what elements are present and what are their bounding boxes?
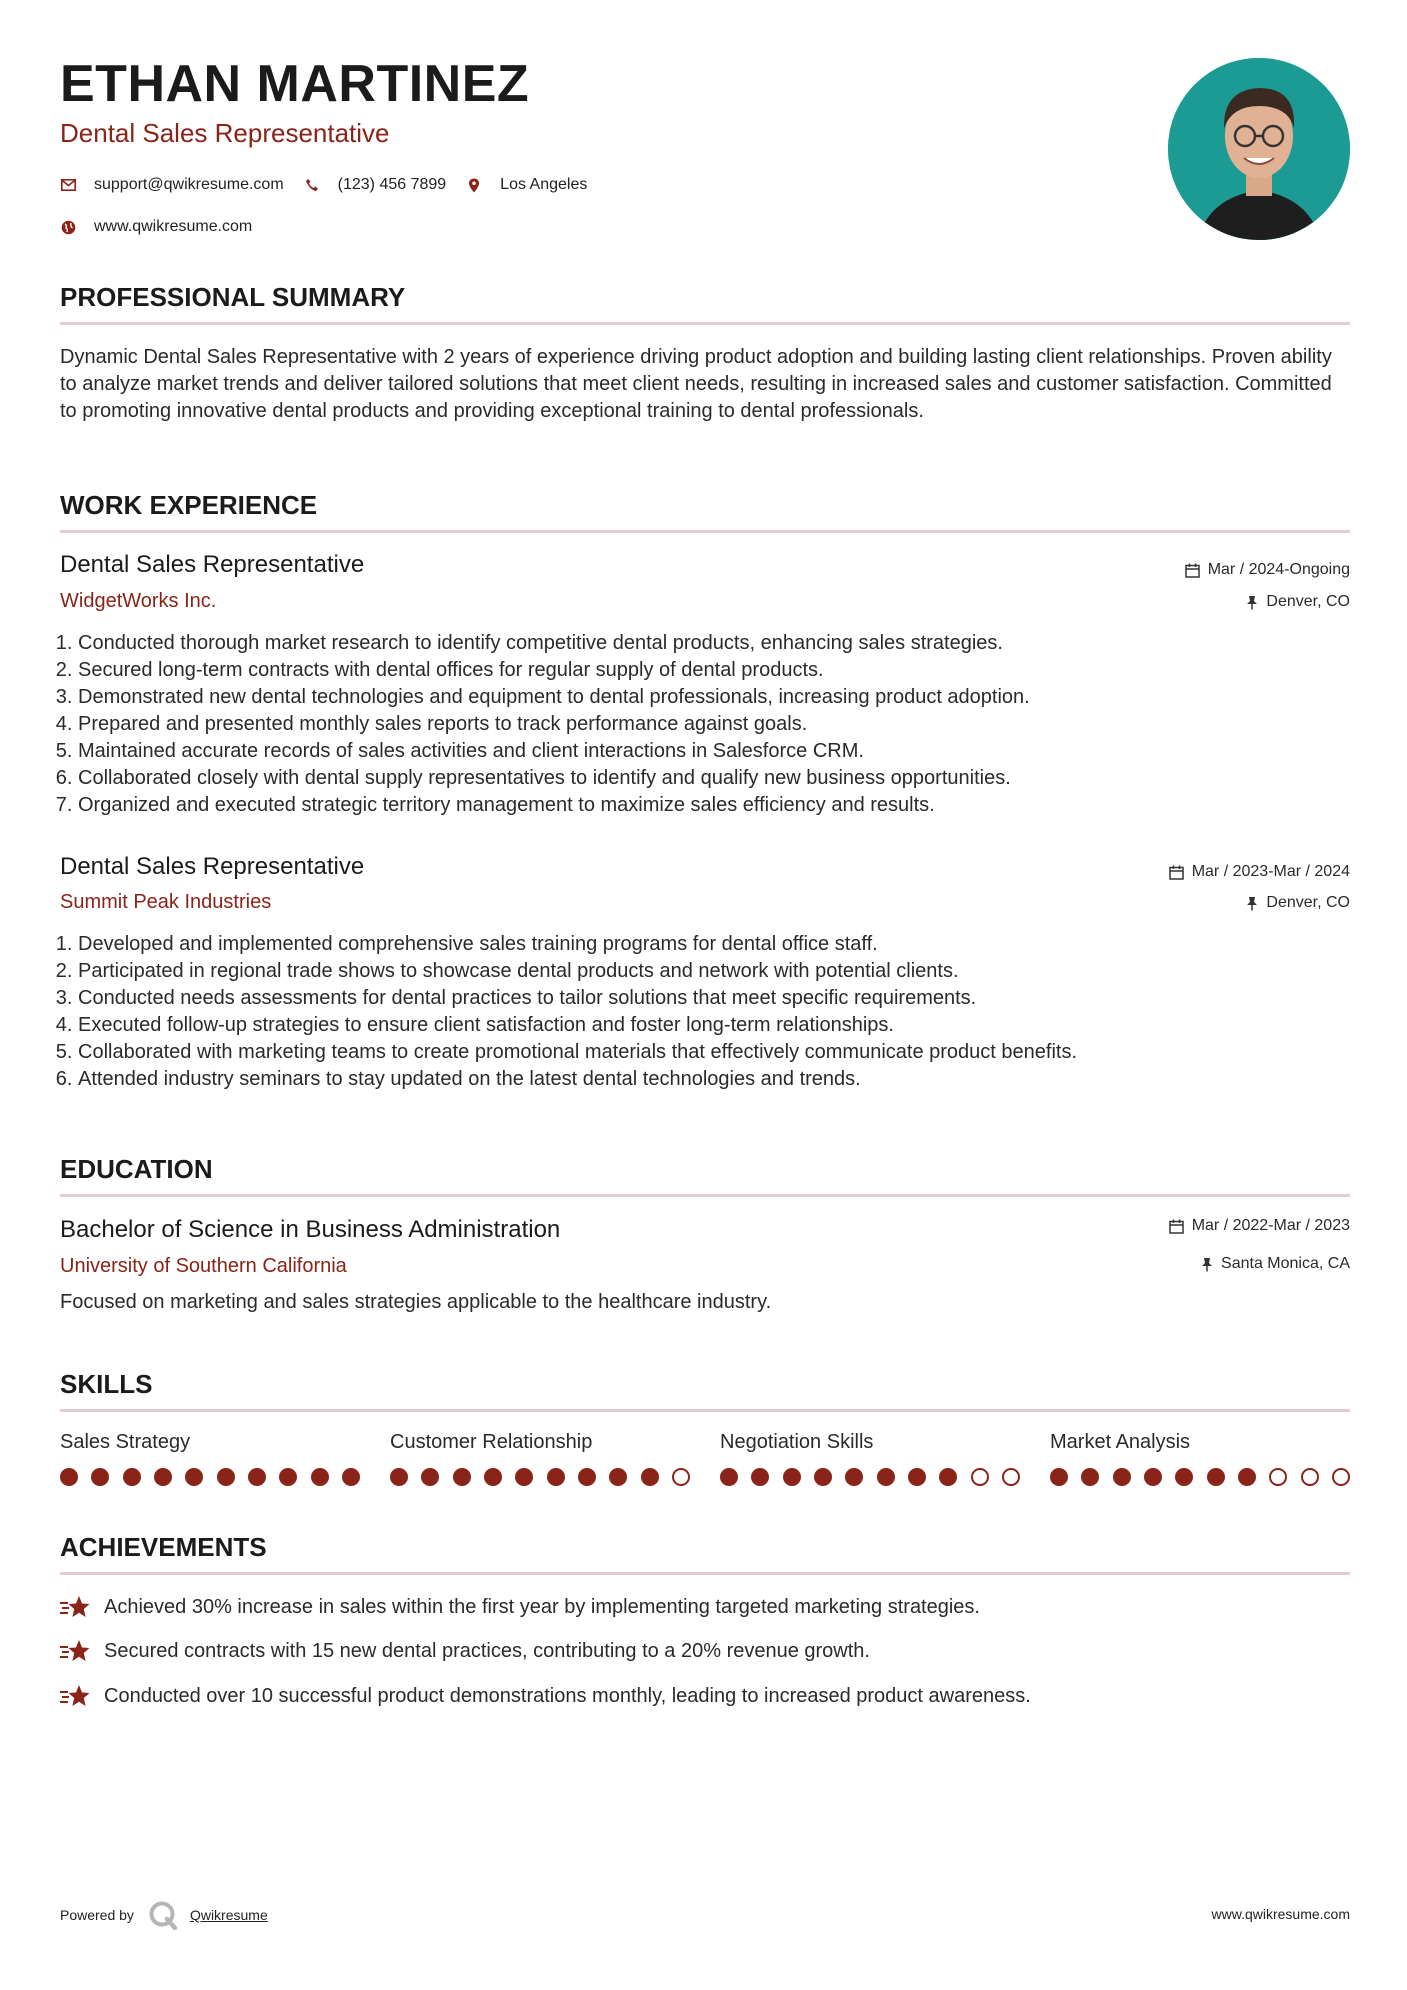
list-item: 2. Participated in regional trade shows to showcase dental products and network with potential clients.: [78, 958, 1348, 985]
rating-dot-filled: [939, 1468, 957, 1486]
rating-dot-filled: [751, 1468, 769, 1486]
location-pin-icon: [466, 177, 482, 193]
achievement-text: Conducted over 10 successful product demonstrations monthly, leading to increased product awareness.: [104, 1684, 1031, 1707]
list-item: 5. Maintained accurate records of sales activities and client interactions in Salesforce CRM.: [78, 738, 1348, 765]
rating-dot-filled: [547, 1468, 565, 1486]
profile-photo: [1168, 58, 1350, 240]
star-icon: [60, 1638, 90, 1664]
rating-dot-filled: [814, 1468, 832, 1486]
list-item: 6. Collaborated closely with dental supply representatives to identify and qualify new business opportunities.: [78, 765, 1348, 792]
pushpin-icon: [1201, 1257, 1213, 1272]
contact-row-secondary: [60, 218, 272, 236]
summary-text: Dynamic Dental Sales Representative with 2 years of experience driving product adoption and building lasting client relationships. Proven ability to analyze market trends and deliver tailored solutions that meet client needs, resulting in increased sales and customer satisfaction. Committed to promoting innovative dental products and providing exceptional training to dental professionals.: [60, 346, 1332, 422]
calendar-icon: [1169, 1219, 1184, 1234]
rating-dot-filled: [783, 1468, 801, 1486]
skill-rating: [720, 1468, 1020, 1486]
rating-dot-filled: [720, 1468, 738, 1486]
pushpin-icon: [1246, 595, 1258, 610]
education-location: [1201, 1256, 1350, 1272]
skill-item: [60, 1432, 360, 1486]
skills-heading: SKILLS: [60, 1369, 153, 1399]
contact-row-primary: [60, 176, 607, 194]
email-icon: [60, 177, 76, 193]
skill-item: [390, 1432, 690, 1486]
achievement-text: Secured contracts with 15 new dental practices, contributing to a 20% revenue growth.: [104, 1639, 870, 1662]
section-divider: [60, 322, 1350, 325]
calendar-icon: [1169, 865, 1184, 880]
section-divider: [60, 1572, 1350, 1575]
footer-website[interactable]: www.qwikresume.com: [1211, 1906, 1350, 1922]
rating-dot-empty: [1002, 1468, 1020, 1486]
job-location: [1246, 594, 1350, 610]
skill-rating: [60, 1468, 360, 1486]
website-text[interactable]: www.qwikresume.com: [94, 218, 253, 235]
list-item: 2. Secured long-term contracts with dental offices for regular supply of dental products.: [78, 657, 1348, 684]
rating-dot-filled: [641, 1468, 659, 1486]
resume-page: [60, 0, 1350, 1990]
location-text: Los Angeles: [500, 176, 588, 193]
skill-item: [1050, 1432, 1350, 1486]
summary-heading: PROFESSIONAL SUMMARY: [60, 282, 406, 312]
degree-title: Bachelor of Science in Business Administration: [60, 1216, 561, 1243]
email-text[interactable]: support@qwikresume.com: [94, 176, 284, 193]
company-name: WidgetWorks Inc.: [60, 590, 217, 612]
job-responsibilities: [60, 931, 1348, 1093]
achievements-heading: ACHIEVEMENTS: [60, 1532, 267, 1562]
globe-icon: [60, 219, 76, 235]
job-dates-text: Mar / 2024-Ongoing: [1207, 561, 1350, 578]
list-item: 1. Developed and implemented comprehensive sales training programs for dental office staff.: [78, 931, 1348, 958]
pushpin-icon: [1246, 896, 1258, 911]
calendar-icon: [1185, 563, 1200, 578]
powered-by-label: Powered by: [60, 1907, 134, 1923]
achievement-item: [60, 1683, 1031, 1709]
rating-dot-filled: [1144, 1468, 1162, 1486]
rating-dot-filled: [311, 1468, 329, 1486]
rating-dot-filled: [217, 1468, 235, 1486]
rating-dot-filled: [342, 1468, 360, 1486]
school-name: University of Southern California: [60, 1255, 347, 1277]
phone-text: (123) 456 7899: [337, 176, 447, 193]
skill-label: Negotiation Skills: [720, 1431, 874, 1453]
job-dates: [1185, 562, 1350, 578]
star-icon: [60, 1683, 90, 1709]
rating-dot-empty: [1269, 1468, 1287, 1486]
achievement-item: [60, 1638, 870, 1664]
rating-dot-filled: [845, 1468, 863, 1486]
rating-dot-empty: [1301, 1468, 1319, 1486]
education-heading: EDUCATION: [60, 1154, 213, 1184]
rating-dot-filled: [1081, 1468, 1099, 1486]
job-title: Dental Sales Representative: [60, 551, 365, 578]
job-location-text: Denver, CO: [1266, 593, 1350, 610]
rating-dot-filled: [877, 1468, 895, 1486]
skill-item: [720, 1432, 1020, 1486]
rating-dot-filled: [908, 1468, 926, 1486]
rating-dot-filled: [390, 1468, 408, 1486]
list-item: 3. Demonstrated new dental technologies and equipment to dental professionals, increasing product adoption.: [78, 684, 1348, 711]
achievement-text: Achieved 30% increase in sales within the first year by implementing targeted marketing strategies.: [104, 1595, 980, 1618]
education-location-text: Santa Monica, CA: [1221, 1255, 1350, 1272]
section-divider: [60, 530, 1350, 533]
rating-dot-filled: [248, 1468, 266, 1486]
skill-rating: [390, 1468, 690, 1486]
rating-dot-filled: [91, 1468, 109, 1486]
rating-dot-filled: [1175, 1468, 1193, 1486]
education-dates: [1169, 1218, 1350, 1234]
skill-label: Customer Relationship: [390, 1431, 593, 1453]
star-icon: [60, 1594, 90, 1620]
rating-dot-filled: [185, 1468, 203, 1486]
skill-label: Sales Strategy: [60, 1431, 191, 1453]
rating-dot-filled: [1207, 1468, 1225, 1486]
rating-dot-filled: [1050, 1468, 1068, 1486]
rating-dot-filled: [578, 1468, 596, 1486]
section-divider: [60, 1194, 1350, 1197]
list-item: 5. Collaborated with marketing teams to create promotional materials that effectively communicate product benefits.: [78, 1039, 1348, 1066]
rating-dot-empty: [672, 1468, 690, 1486]
rating-dot-filled: [279, 1468, 297, 1486]
list-item: 6. Attended industry seminars to stay updated on the latest dental technologies and trends.: [78, 1066, 1348, 1093]
rating-dot-filled: [515, 1468, 533, 1486]
rating-dot-empty: [971, 1468, 989, 1486]
footer-powered-by: [60, 1900, 268, 1930]
candidate-name: ETHAN MARTINEZ: [60, 55, 530, 113]
list-item: 7. Organized and executed strategic territory management to maximize sales efficiency and results.: [78, 792, 1348, 819]
section-divider: [60, 1409, 1350, 1412]
rating-dot-filled: [609, 1468, 627, 1486]
phone-icon: [304, 177, 320, 193]
job-dates-text: Mar / 2023-Mar / 2024: [1191, 863, 1350, 880]
list-item: 4. Prepared and presented monthly sales reports to track performance against goals.: [78, 711, 1348, 738]
candidate-title: Dental Sales Representative: [60, 118, 390, 148]
education-dates-text: Mar / 2022-Mar / 2023: [1191, 1217, 1350, 1234]
skill-label: Market Analysis: [1050, 1431, 1191, 1453]
job-title: Dental Sales Representative: [60, 853, 365, 880]
rating-dot-empty: [1332, 1468, 1350, 1486]
job-responsibilities: [60, 630, 1348, 819]
rating-dot-filled: [453, 1468, 471, 1486]
job-location-text: Denver, CO: [1266, 894, 1350, 911]
job-dates: [1169, 864, 1350, 880]
qwikresume-logo-icon: [148, 1900, 178, 1930]
job-location: [1246, 895, 1350, 911]
rating-dot-filled: [60, 1468, 78, 1486]
achievement-item: [60, 1594, 980, 1620]
qwikresume-link[interactable]: Qwikresume: [189, 1907, 268, 1923]
rating-dot-filled: [421, 1468, 439, 1486]
list-item: 1. Conducted thorough market research to identify competitive dental products, enhancing sales strategies.: [78, 630, 1348, 657]
rating-dot-filled: [123, 1468, 141, 1486]
rating-dot-filled: [1113, 1468, 1131, 1486]
skill-rating: [1050, 1468, 1350, 1486]
rating-dot-filled: [484, 1468, 502, 1486]
experience-heading: WORK EXPERIENCE: [60, 490, 318, 520]
rating-dot-filled: [1238, 1468, 1256, 1486]
rating-dot-filled: [154, 1468, 172, 1486]
list-item: 3. Conducted needs assessments for dental practices to tailor solutions that meet specific requirements.: [78, 985, 1348, 1012]
education-description: Focused on marketing and sales strategies applicable to the healthcare industry.: [60, 1291, 772, 1313]
list-item: 4. Executed follow-up strategies to ensure client satisfaction and foster long-term relationships.: [78, 1012, 1348, 1039]
company-name: Summit Peak Industries: [60, 891, 272, 913]
